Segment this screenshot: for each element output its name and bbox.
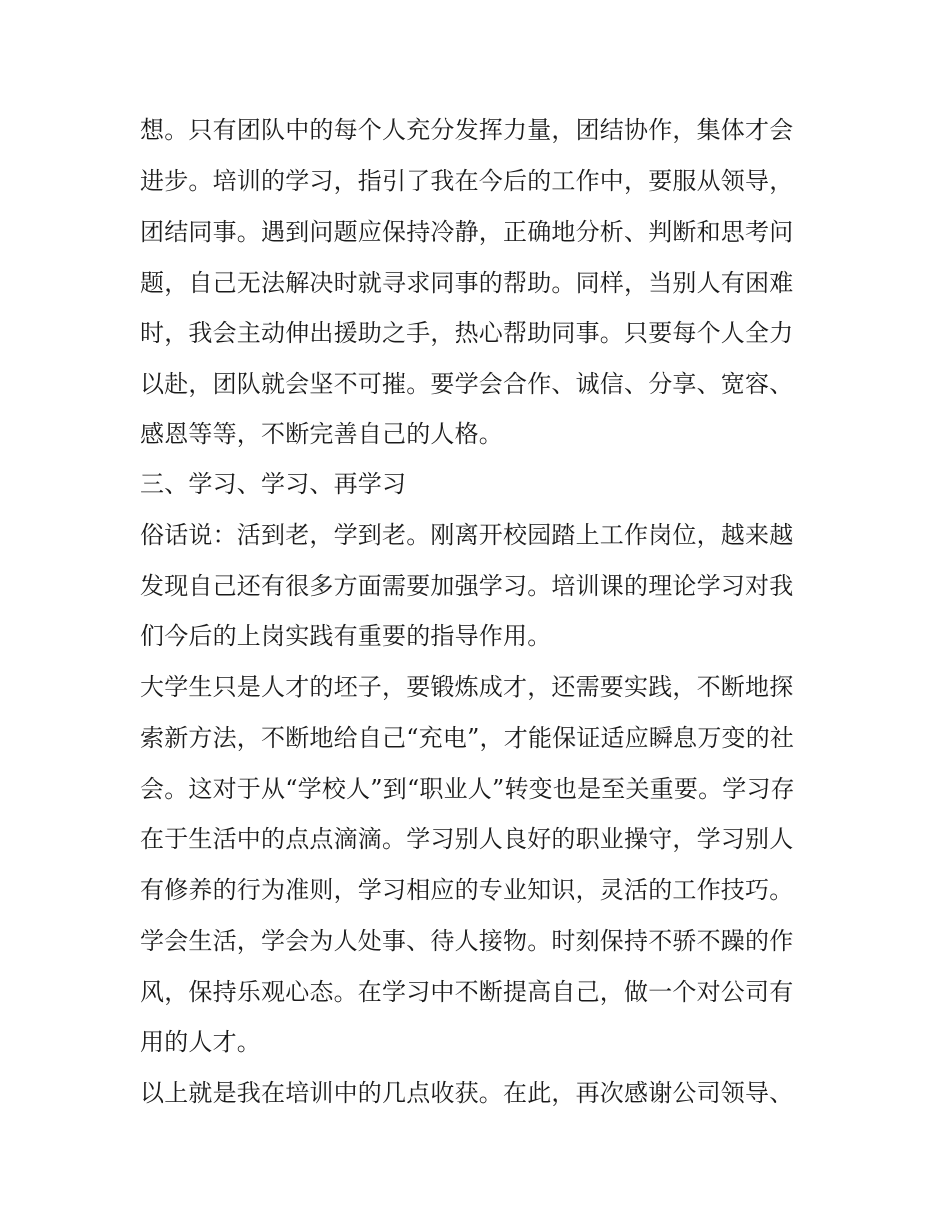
text-line: 题，自己无法解决时就寻求同事的帮助。同样，当别人有困难 (140, 269, 794, 297)
text-line: 用的人才。 (140, 1028, 261, 1056)
text-line: 们今后的上岗实践有重要的指导作用。 (140, 622, 552, 650)
text-line: 团结同事。遇到问题应保持冷静，正确地分析、判断和思考问 (140, 218, 794, 246)
text-line: 学会生活，学会为人处事、待人接物。时刻保持不骄不躁的作 (140, 927, 794, 955)
text-line: 感恩等等，不断完善自己的人格。 (140, 420, 503, 448)
text-line: 有修养的行为准则，学习相应的专业知识，灵活的工作技巧。 (140, 876, 794, 904)
text-line: 以上就是我在培训中的几点收获。在此，再次感谢公司领导、 (140, 1079, 794, 1107)
section-heading: 三、学习、学习、再学习 (140, 470, 407, 498)
text-line: 想。只有团队中的每个人充分发挥力量，团结协作，集体才会 (140, 116, 794, 144)
text-line: 以赴，团队就会坚不可摧。要学会合作、诚信、分享、宽容、 (140, 370, 794, 398)
text-line: 索新方法，不断地给自己“充电”，才能保证适应瞬息万变的社 (140, 724, 795, 752)
text-line: 风，保持乐观心态。在学习中不断提高自己，做一个对公司有 (140, 978, 794, 1006)
text-line: 俗话说：活到老，学到老。刚离开校园踏上工作岗位，越来越 (140, 521, 794, 549)
text-line: 会。这对于从“学校人”到“职业人”转变也是至关重要。学习存 (140, 775, 795, 803)
text-line: 在于生活中的点点滴滴。学习别人良好的职业操守，学习别人 (140, 825, 794, 853)
text-line: 大学生只是人才的坯子，要锻炼成才，还需要实践，不断地探 (140, 673, 794, 701)
text-line: 时，我会主动伸出援助之手，热心帮助同事。只要每个人全力 (140, 319, 794, 347)
text-line: 发现自己还有很多方面需要加强学习。培训课的理论学习对我 (140, 572, 794, 600)
text-line: 进步。培训的学习，指引了我在今后的工作中，要服从领导， (140, 167, 794, 195)
